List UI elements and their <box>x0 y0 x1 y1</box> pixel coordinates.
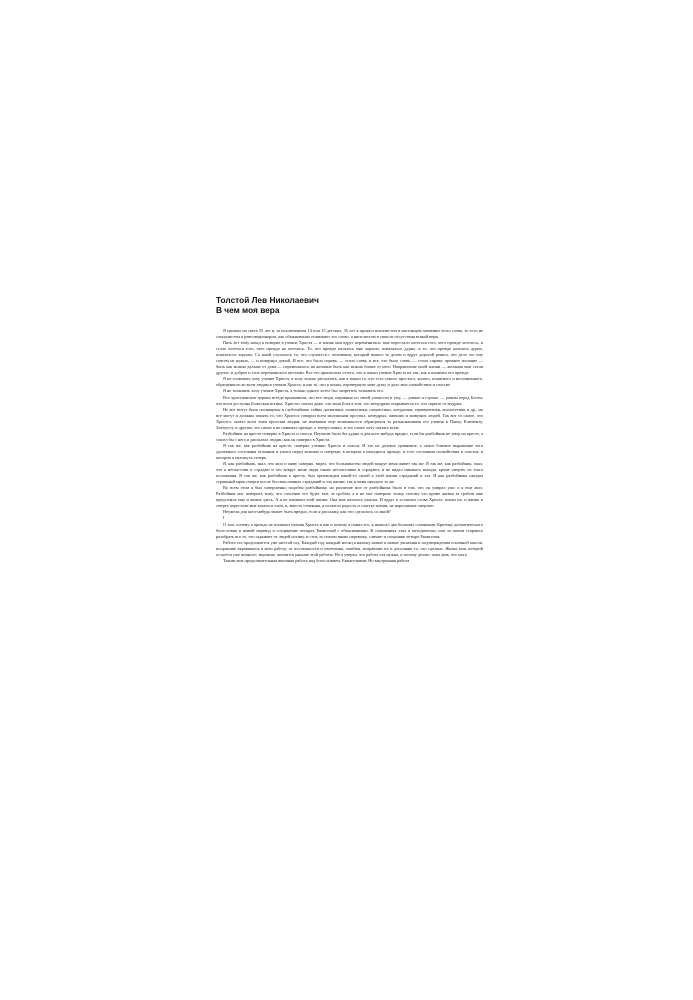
chapter-number: I <box>223 515 225 521</box>
paragraph: Я, как разбойник, знал, что жил и живу скверно, видел, что большинство людей вокруг меня живет так же. Я так же, как разбойник, знал, что я несчастлив и страдаю и что вокруг меня люди также несчастливы и страдают, и не видал никакого выхода, кроме смерти, из этого положения. Я так же, как разбойник к кресту, был пригвожден какой-то силой к этой жизни страданий и зла. И как разбойника ожидал страшный мрак смерти после бессмысленных страданий и зла жизни, так и меня ожидало то же. <box>216 461 483 485</box>
paragraph: Не все могут быть посвящены в глубочайшие тайны догматики, гомилетики, патристики, литургики, герменевтики, апологетики и др., но все могут и должны понять то, что Христос говорил всем миллионам простых, немудрых, живших и живущих людей. Так вот то самое, что Христос сказал всем этим простым людям, не имевшим еще возможности обращаться за разъяснениями его учения к Павлу, Клименту, Златоусту и другим, это самое я не понимал прежде, а теперь понял, и это самое хочу сказать всем. <box>216 406 483 430</box>
document-body <box>216 328 483 564</box>
paragraph: Работа эта продолжается уже шестой год. Каждый год, каждый месяц я нахожу новые и новые уяснения и подтверждения основной мысли, исправляю вкравшиеся в мою работу, от поспешности и увлечения, ошибки, исправляю их и дополняю то, что сделано. Жизнь моя, которой остается уже немного, вероятно, кончится раньше этой работы. Но я уверен, что работа эта нужна, и потому делаю, пока жив, что могу. <box>216 539 483 557</box>
document-page <box>216 295 483 564</box>
paragraph: Разбойник на кресте поверил в Христа и спасся. Неужели было бы дурно и для кого-нибудь вредно, если бы разбойник не умер на кресте, а сошел бы с него и рассказал людям, как он поверил в Христа. <box>216 430 483 442</box>
paragraph: Я не толковать хочу учение Христа, а только одного хотел бы: запретить толковать его. <box>223 388 384 394</box>
document-author: Толстой Лев Николаевич <box>216 295 319 305</box>
paragraph: Пять лет тому назад я поверил в учение Христа — и жизнь моя вдруг переменилась: мне перестало хотеться того, чего прежде хотелось, и стало хотеться того, чего прежде не хотелось. То, что прежде казалось мне хорошо, показалось дурно, и то, что прежде казалось дурно, показалось хорошо. Со мной случилось то, что случается с человеком, который вышел за делом и вдруг дорогой решил, что дело это ему совсем не нужно, — и повернул домой. И все, что было справа, — стало слева, и все, что было слева, — стало справа: прежнее желание — быть как можно дальше от дома — переменилось на желание быть как можно ближе от него. Направление моей жизни — желания мои стали другие: и доброе и злое переменилось местами. Все это произошло оттого, что я понял учение Христа не так, как я понимал его прежде. <box>216 340 483 376</box>
document-title: В чем моя вера <box>216 305 280 315</box>
paragraph: Неужели для кого-нибудь может быть вредно, если я расскажу, как это сделалось со мной? <box>223 509 391 515</box>
paragraph: Я не толковать хочу учение Христа, я хочу только рассказать, как я понял то, что есть самого простого, ясного, понятного и несомненного, обращенного ко всем людям в учении Христа, и как то, что я понял, перевернуло мою душу и дало мне спокойствие и счастие. <box>216 376 483 388</box>
paragraph: Все христианские церкви всегда признавали, что все люди, неравные по своей учености и уму, — умные и глупые, — равны перед Богом, что всем доступна Божеская истина. Христос сказал даже, что воля Бога в том, что немудрым открывается то, что скрыто от мудрых. <box>216 394 483 406</box>
paragraph: Во всем этом я был совершенно подобен разбойнику, но различие мое от разбойника было в том, что он умирал уже, а я еще жил. Разбойник мог поверить тому, что спасение его будет там, за гробом, а я не мог поверить этому, потому что кроме жизни за гробом мне предстояла еще и жизнь здесь. А я не понимал этой жизни. Она мне казалась ужасна. И вдруг я услышал слова Христа, понял их, и жизнь и смерть перестали мне казаться злом, и, вместо отчаяния, я испытал радость и счастье жизни, не нарушимые смертью. <box>216 485 483 509</box>
paragraph: Такова моя продолжительная внешняя работа над богословием, Евангелиями. Но внутренняя работа <box>223 557 410 563</box>
paragraph: Я прожил на свете 55 лет и, за исключением 14 или 15 детских, 35 лет я прожил нигилистом в настоящем значении этого слова, то есть не социалистом и революционером, как обыкновенно понимают это слово, а нигилистом в смысле отсутствия всякой веры. <box>216 328 483 340</box>
paragraph: О том, почему я прежде не понимал учения Христа и как и почему я понял его, я написал два больших сочинения: Критику догматического богословия и новый перевод и соединение четырех Евангелий с объяснениями. В сочинениях этих я методически, шаг за шагом стараюсь разобрать все то, что скрывает от людей истину, и стих за стихом вновь перевожу, сличаю и соединяю четыре Евангелия. <box>216 521 483 539</box>
paragraph: Я так же, как разбойник на кресте, поверил учению Христа и спасся. И это не далекое сравнение, а самое близкое выражение того душевного состояния отчаяния и ужаса перед жизнью и смертью, в котором я находился прежде, и того состояния спокойствия и счастья, в котором я нахожусь теперь. <box>216 442 483 460</box>
